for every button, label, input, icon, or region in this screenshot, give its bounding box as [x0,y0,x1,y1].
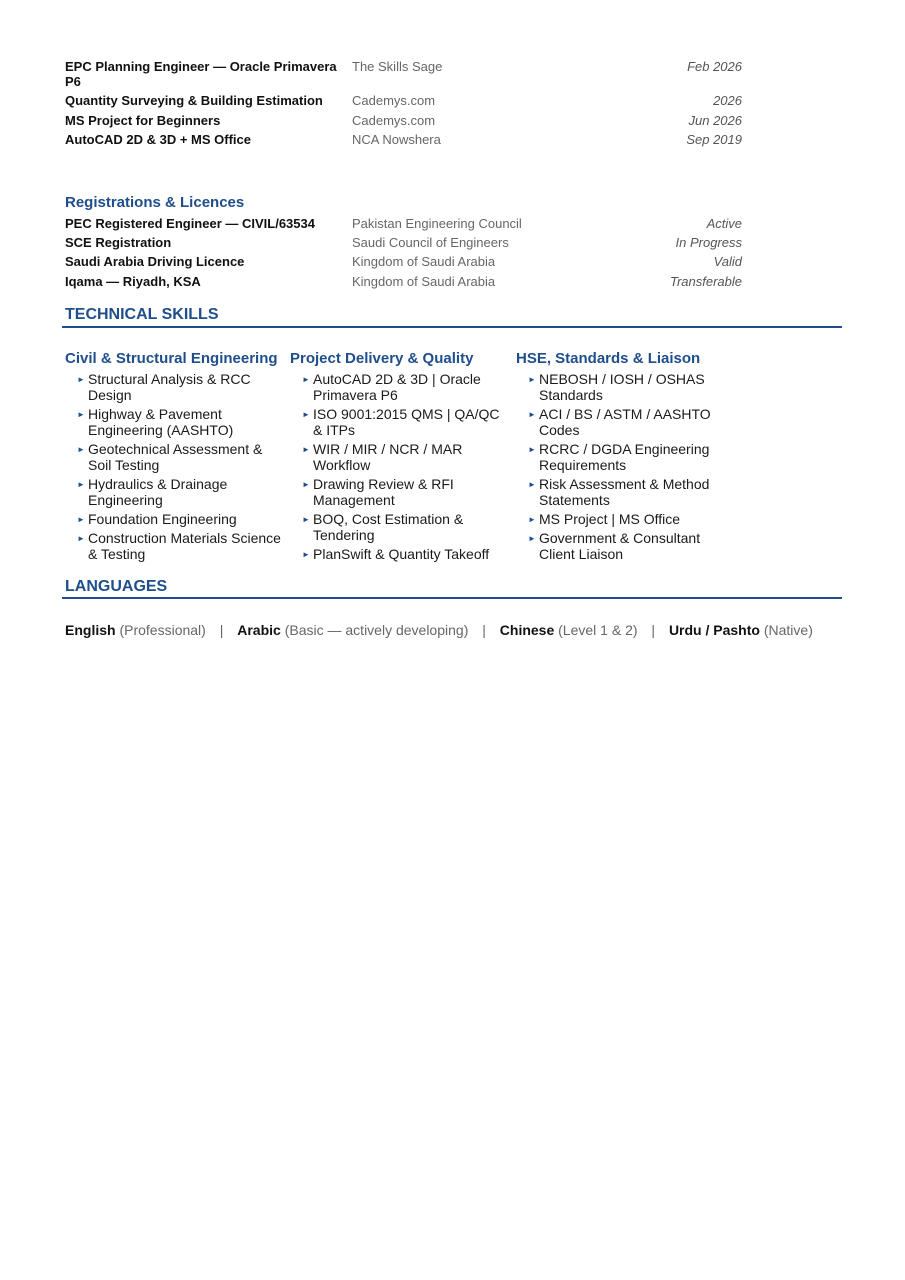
course-row [65,93,742,109]
registration-title: SCE Registration [65,235,172,250]
course-title: MS Project for Beginners [65,113,221,128]
triangle-bullet-icon: ► [302,480,310,489]
triangle-bullet-icon: ► [528,480,536,489]
registration-title: Iqama — Riyadh, KSA [65,274,201,289]
language-name: Arabic [237,622,281,638]
language-level: (Basic — actively developing) [284,622,469,638]
registration-issuer: Kingdom of Saudi Arabia [352,254,496,269]
registration-row [65,254,742,270]
registration-status: Valid [713,254,742,269]
registration-row [65,274,742,290]
skill-item: ► ACI / BS / ASTM / AASHTO Codes [528,406,711,438]
skills-column-title: Project Delivery & Quality [290,350,474,367]
triangle-bullet-icon: ► [77,410,85,419]
triangle-bullet-icon: ► [77,534,85,543]
registration-title: PEC Registered Engineer — CIVIL/63534 [65,216,315,231]
triangle-bullet-icon: ► [302,445,310,454]
triangle-bullet-icon: ► [302,375,310,384]
skills-column-hse [516,350,738,565]
triangle-bullet-icon: ► [528,534,536,543]
language-level: (Level 1 & 2) [558,622,638,638]
language-level: (Native) [763,622,813,638]
course-date: Sep 2019 [686,132,742,147]
course-title: Quantity Surveying & Building Estimation [65,93,323,108]
skill-item: ► MS Project | MS Office [528,511,681,527]
registration-row [65,235,742,251]
registration-title: Saudi Arabia Driving Licence [65,254,245,269]
skills-list [290,371,512,562]
skills-list [516,371,738,562]
registration-issuer: Pakistan Engineering Council [352,216,522,231]
triangle-bullet-icon: ► [528,445,536,454]
registration-status: Transferable [669,274,742,289]
section-divider [62,326,842,328]
registration-status: In Progress [675,235,742,250]
triangle-bullet-icon: ► [77,375,85,384]
course-provider: NCA Nowshera [352,132,441,147]
skill-item: ► NEBOSH / IOSH / OSHAS Standards [528,371,705,403]
registration-issuer: Kingdom of Saudi Arabia [352,274,496,289]
section-divider [62,597,842,599]
language-separator: | [219,622,224,638]
triangle-bullet-icon: ► [77,480,85,489]
course-date: 2026 [713,93,742,108]
language-name: Urdu / Pashto [668,622,760,638]
skills-column-delivery [290,350,512,565]
course-provider: The Skills Sage [352,59,443,74]
course-provider: Cademys.com [352,93,436,108]
language-name: Chinese [499,622,555,638]
skills-column-title: HSE, Standards & Liaison [516,350,701,367]
triangle-bullet-icon: ► [302,410,310,419]
skills-column-title: Civil & Structural Engineering [65,350,278,367]
triangle-bullet-icon: ► [77,445,85,454]
skill-item: ► Highway & Pavement Engineering (AASHTO) [77,406,234,438]
skill-item: ► Foundation Engineering [77,511,237,527]
skill-item: ► Drawing Review & RFI Management [302,476,454,508]
skill-item: ► PlanSwift & Quantity Takeoff [302,546,490,562]
skill-item: ► Structural Analysis & RCC Design [77,371,251,403]
course-title: AutoCAD 2D & 3D + MS Office [65,132,251,147]
triangle-bullet-icon: ► [528,375,536,384]
triangle-bullet-icon: ► [302,515,310,524]
course-row [65,59,742,91]
registration-status: Active [706,216,742,231]
skill-item: ► ISO 9001:2015 QMS | QA/QC & ITPs [302,406,500,438]
skill-item: ► Government & Consultant Client Liaison [528,530,701,562]
course-row [65,132,742,148]
skill-item: ► AutoCAD 2D & 3D | Oracle Primavera P6 [302,371,481,403]
skill-item: ► Risk Assessment & Method Statements [528,476,710,508]
triangle-bullet-icon: ► [528,410,536,419]
language-separator: | [651,622,656,638]
registrations-heading: Registrations & Licences [65,194,245,211]
language-name: English [65,622,116,638]
language-level: (Professional) [119,622,206,638]
triangle-bullet-icon: ► [302,550,310,559]
registration-issuer: Saudi Council of Engineers [352,235,509,250]
languages-heading: LANGUAGES [65,578,168,595]
skill-item: ► WIR / MIR / NCR / MAR Workflow [302,441,463,473]
registration-row [65,216,742,232]
triangle-bullet-icon: ► [528,515,536,524]
skill-item: ► Geotechnical Assessment & Soil Testing [77,441,263,473]
course-title: EPC Planning Engineer — Oracle Primavera P6 [65,59,337,89]
language-separator: | [482,622,486,638]
skills-list [65,371,287,562]
course-date: Feb 2026 [687,59,742,74]
languages-line [65,622,813,638]
triangle-bullet-icon: ► [77,515,85,524]
technical-skills-heading: TECHNICAL SKILLS [65,306,219,323]
skill-item: ► BOQ, Cost Estimation & Tendering [302,511,464,543]
skill-item: ► RCRC / DGDA Engineering Requirements [528,441,710,473]
skill-item: ► Hydraulics & Drainage Engineering [77,476,228,508]
skill-item: ► Construction Materials Science & Testing [77,530,281,562]
skills-column-civil [65,350,287,565]
course-date: Jun 2026 [688,113,742,128]
course-provider: Cademys.com [352,113,436,128]
course-row [65,113,742,129]
